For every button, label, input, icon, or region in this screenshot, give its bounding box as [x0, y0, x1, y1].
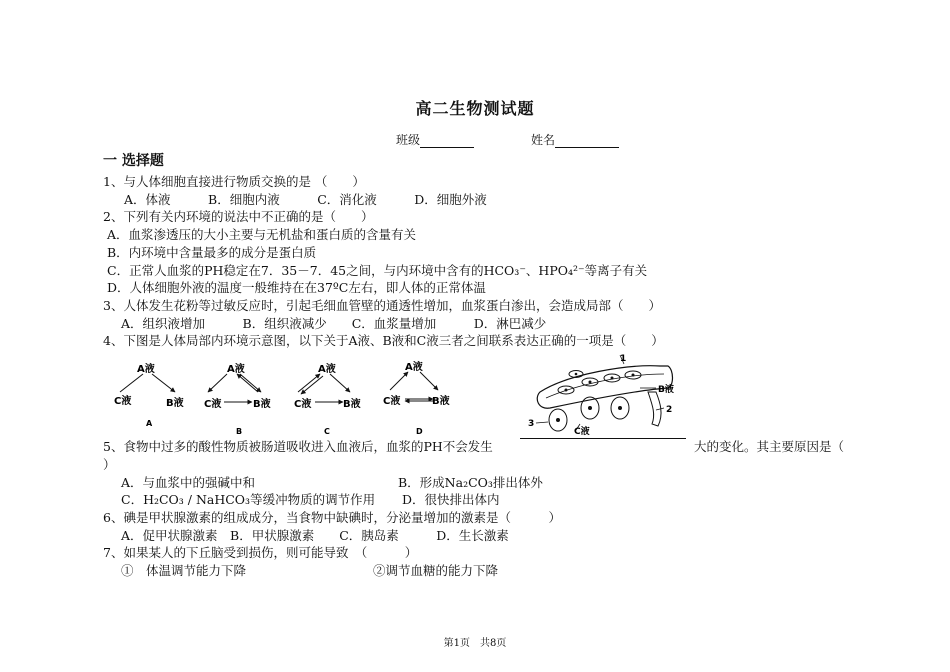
question-5: 5、食物中过多的酸性物质被肠道吸收进入血液后，血浆的PH不会发生: [103, 439, 493, 454]
section-title: 一 选择题: [103, 153, 164, 169]
question-5-option-a: A．与血浆中的强碱中和: [121, 475, 256, 490]
question-5-continued: 大的变化。其主要原因是（: [694, 439, 845, 454]
question-5-option-c: C．H₂CO₃ / NaHCO₃等缓冲物质的调节作用: [121, 492, 376, 507]
diagram-option-b: [204, 362, 271, 436]
figure-label-2: 2: [666, 405, 673, 415]
question-5-option-b: B．形成Na₂CO₃排出体外: [398, 475, 543, 490]
name-field: [531, 131, 619, 148]
diagram-a-node-a: A液: [137, 364, 155, 375]
question-4: 4、下图是人体局部内环境示意图，以下关于A液、B液和C液三者之间联系表达正确的一项是（ ）: [103, 333, 664, 348]
question-2-option-b: B．内环境中含量最多的成分是蛋白质: [107, 245, 317, 260]
question-3-options: A．组织液增加 B．组织液减少 C．血浆量增加 D．淋巴减少: [121, 316, 547, 331]
question-3: 3、人体发生花粉等过敏反应时，引起毛细血管壁的通透性增加，血浆蛋白渗出，会造成局部（ ）: [103, 298, 661, 313]
question-2: 2、下列有关内环境的说法中不正确的是（ ）: [103, 209, 374, 224]
diagram-c-node-c: C液: [294, 399, 312, 410]
question-5-blank: [520, 438, 686, 439]
tissue-cells: [549, 397, 629, 431]
page-footer: 第1页 共8页: [443, 638, 507, 649]
question-1: 1、与人体细胞直接进行物质交换的是 （ ）: [103, 174, 365, 189]
diagram-d-node-a: A液: [405, 362, 423, 373]
page-title: 高二生物测试题: [415, 99, 535, 118]
question-1-options: A．体液 B．细胞内液 C．消化液 D．细胞外液: [124, 192, 487, 207]
diagram-d-node-b: B液: [432, 396, 450, 407]
diagram-c-node-a: A液: [318, 364, 336, 375]
class-field: [396, 131, 474, 148]
question-7-item-2: ②调节血糖的能力下降: [373, 563, 499, 578]
diagram-option-d: [383, 360, 450, 436]
blood-cells: [558, 371, 641, 395]
relation-diagrams: [100, 352, 470, 444]
diagram-caption-d: D: [416, 427, 423, 436]
question-7: 7、如果某人的下丘脑受到损伤，则可能导致 （ ）: [103, 545, 418, 560]
name-blank: [555, 135, 619, 148]
diagram-b-node-c: C液: [204, 399, 222, 410]
figure-label-b: B液: [658, 385, 674, 395]
diagram-b-node-a: A液: [227, 364, 245, 375]
diagram-option-c: [294, 362, 361, 436]
class-label: 班级: [396, 133, 421, 147]
diagram-option-a: [114, 362, 184, 428]
tissue-figure: [528, 352, 688, 440]
question-6-options: A．促甲状腺激素 B．甲状腺激素 C．胰岛素 D．生长激素: [121, 528, 509, 543]
figure-label-c: C液: [574, 427, 590, 437]
name-label: 姓名: [531, 133, 556, 147]
class-blank: [420, 135, 474, 148]
diagram-b-node-b: B液: [253, 399, 271, 410]
diagram-caption-a: A: [146, 419, 153, 428]
question-6: 6、碘是甲状腺激素的组成成分，当食物中缺碘时，分泌量增加的激素是（ ）: [103, 510, 561, 525]
diagram-c-node-b: B液: [343, 399, 361, 410]
diagram-caption-c: C: [324, 427, 330, 436]
diagram-d-node-c: C液: [383, 396, 401, 407]
question-5-paren: ）: [103, 457, 116, 472]
question-2-option-c: C．正常人血浆的PH稳定在7．35－7．45之间，与内环境中含有的HCO₃⁻、HPO₄²⁻等离子有关: [107, 263, 648, 278]
figure-label-3: 3: [528, 419, 535, 429]
question-2-option-d: D．人体细胞外液的温度一般维持在在37ºC左右，即人体的正常体温: [107, 280, 486, 295]
question-7-item-1: ① 体温调节能力下降: [121, 563, 247, 578]
figure-label-1: 1: [620, 354, 627, 364]
question-5-option-d: D．很快排出体内: [402, 492, 500, 507]
diagram-a-node-b: B液: [166, 398, 184, 409]
question-2-option-a: A．血浆渗透压的大小主要与无机盐和蛋白质的含量有关: [107, 227, 417, 242]
diagram-a-node-c: C液: [114, 396, 132, 407]
diagram-caption-b: B: [236, 427, 243, 436]
